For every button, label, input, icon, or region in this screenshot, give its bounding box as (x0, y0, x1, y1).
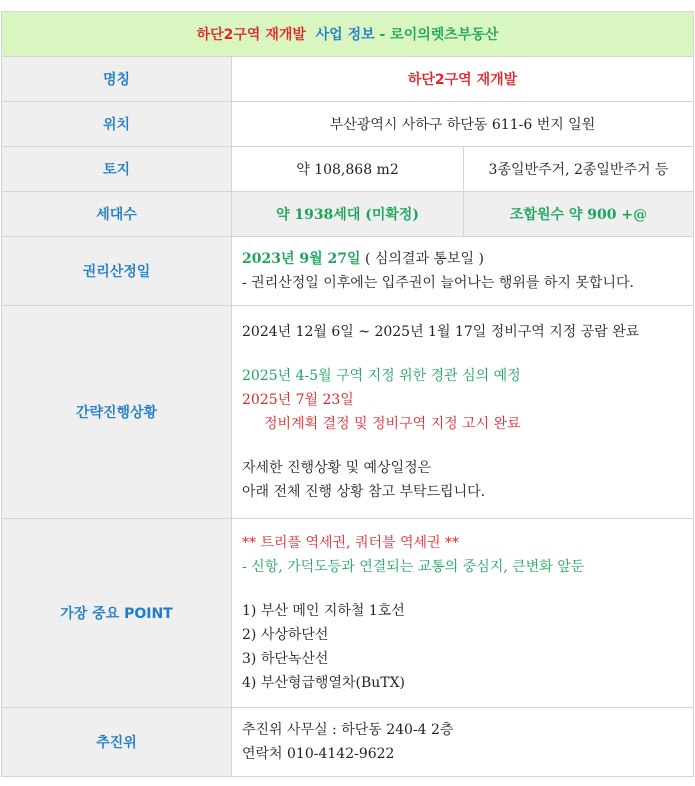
committee-contact: 연락처 010-4142-9622 (242, 746, 395, 762)
progress-line-2: 2025년 4-5월 구역 지정 위한 경관 심의 예정 (242, 368, 521, 384)
progress-line-6: 아래 전체 진행 상황 참고 부탁드립니다. (242, 484, 486, 500)
point-line-2: - 신항, 가덕도등과 연결되는 교통의 중심지, 큰변화 앞둔 (242, 559, 585, 575)
progress-line-3: 2025년 7월 23일 (242, 392, 354, 408)
label-name: 명칭 (2, 57, 232, 102)
value-point (232, 519, 694, 708)
label-committee: 추진위 (2, 708, 232, 777)
progress-line-5: 자세한 진행상황 및 예상일정은 (242, 460, 432, 476)
value-progress (232, 306, 694, 519)
value-rights (232, 237, 694, 306)
table-row-rights (2, 237, 694, 306)
committee-office: 추진위 사무실 : 하단동 240-4 2층 (242, 722, 454, 738)
value-land-area: 약 108,868 m2 (232, 147, 464, 192)
value-location: 부산광역시 사하구 하단동 611-6 번지 일원 (232, 102, 694, 147)
progress-line-1: 2024년 12월 6일 ~ 2025년 1월 17일 정비구역 지정 공람 완료 (242, 324, 640, 340)
rights-date: 2023년 9월 27일 (242, 251, 361, 267)
point-item-4: 4) 부산형급행열차(BuTX) (242, 675, 406, 691)
table-title (2, 12, 694, 57)
table-row-committee (2, 708, 694, 777)
title-info: 사업 정보 (315, 27, 375, 43)
label-households: 세대수 (2, 192, 232, 237)
value-land-zoning: 3종일반주거, 2종일반주거 등 (464, 147, 694, 192)
point-line-1: ** 트리플 역세권, 쿼터블 역세권 ** (242, 535, 459, 551)
table-row-progress (2, 306, 694, 519)
title-project-name: 하단2구역 재개발 (196, 27, 306, 43)
label-rights: 권리산정일 (2, 237, 232, 306)
rights-date-note: ( 심의결과 통보일 ) (360, 251, 484, 267)
table-header-row (2, 12, 694, 57)
value-name: 하단2구역 재개발 (232, 57, 694, 102)
table-row-point (2, 519, 694, 708)
value-committee (232, 708, 694, 777)
point-item-1: 1) 부산 메인 지하철 1호선 (242, 603, 405, 619)
point-item-2: 2) 사상하단선 (242, 627, 329, 643)
point-item-3: 3) 하단녹산선 (242, 651, 329, 667)
table-row-households (2, 192, 694, 237)
label-land: 토지 (2, 147, 232, 192)
label-progress: 간략진행상황 (2, 306, 232, 519)
table-row-land (2, 147, 694, 192)
label-location: 위치 (2, 102, 232, 147)
project-info-table (1, 11, 694, 777)
value-member-count: 조합원수 약 900 +@ (464, 192, 694, 237)
table-row-location (2, 102, 694, 147)
value-household-count: 약 1938세대 (미확정) (232, 192, 464, 237)
label-point: 가장 중요 POINT (2, 519, 232, 708)
table-row-name (2, 57, 694, 102)
info-table-wrapper (1, 11, 693, 777)
title-source: - 로이의렛츠부동산 (379, 27, 499, 43)
rights-note: - 권리산정일 이후에는 입주권이 늘어나는 행위를 하지 못합니다. (242, 275, 634, 291)
progress-line-4: 정비계획 결정 및 정비구역 지정 고시 완료 (264, 416, 521, 432)
